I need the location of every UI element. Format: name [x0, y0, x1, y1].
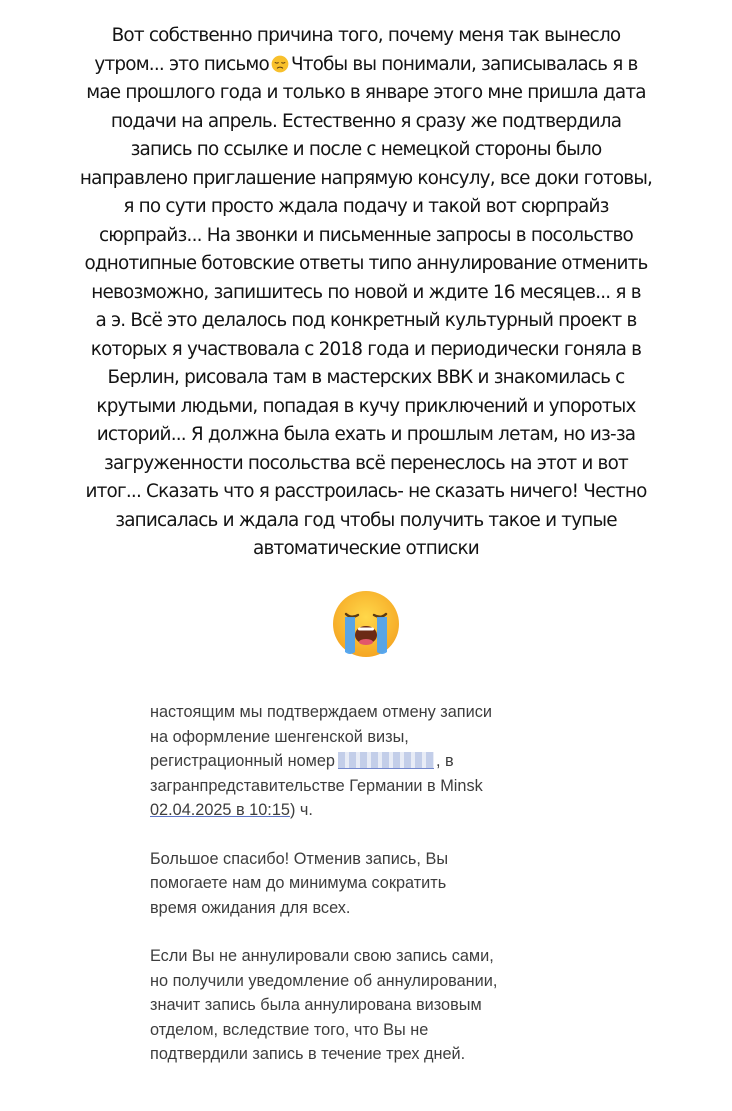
caption-line: историй... Я должна была ехать и прошлым летам, но из-за	[96, 424, 636, 445]
email-line: настоящим мы подтверждаем отмену записи	[150, 703, 492, 721]
story-caption	[20, 22, 712, 564]
caption-line-part: Чтобы вы понимали, записывалась я в	[290, 53, 638, 75]
caption-line: а э. Всё это делалось под конкретный культурный проект в	[95, 310, 637, 331]
caption-line: записалась и ждала год чтобы получить такое и тупые	[115, 509, 617, 531]
caption-line	[20, 51, 712, 80]
email-line: время ожидания для всех.	[150, 898, 351, 917]
caption-line-part: утром... это письмо	[94, 53, 269, 75]
email-paragraph-explanation	[150, 944, 590, 1067]
caption-line: загруженности посольства всё перенеслось на этот и вот	[104, 452, 628, 474]
email-line	[150, 798, 590, 823]
caption-line: я по сути просто ждала подачу и такой вот сюрпрайз	[123, 196, 609, 217]
email-line: на оформление шенгенской визы,	[150, 727, 409, 746]
email-line: загранпредставительстве Германии в Minsk	[150, 776, 483, 795]
email-line-part: , в	[435, 752, 454, 770]
email-line: помогаете нам до минимума сократить	[150, 874, 447, 892]
redacted-registration-number[interactable]	[338, 752, 434, 769]
caption-line: Берлин, рисовала там в мастерских ВВК и знакомилась с	[107, 367, 625, 388]
loudly-crying-face-icon	[331, 589, 401, 659]
caption-line: которых я участвовала с 2018 года и периодически гоняла в	[90, 338, 642, 360]
email-line-part: регистрационный номер	[150, 752, 335, 770]
email-line: значит запись была аннулирована визовым	[150, 996, 482, 1014]
email-line: Если Вы не аннулировали свою запись сами,	[150, 947, 494, 965]
caption-line: подачи на апрель. Естественно я сразу же подтвердила	[110, 110, 622, 132]
caption-line: сюрпрайз... На звонки и письменные запросы в посольство	[98, 224, 634, 246]
cancellation-email	[150, 700, 590, 1091]
email-paragraph-thanks	[150, 847, 590, 921]
appointment-datetime: 02.04.2025 в 10:15	[150, 801, 290, 819]
email-line: но получили уведомление об аннулировании,	[150, 971, 498, 990]
caption-line: однотипные ботовские ответы типо аннулирование отменить	[84, 253, 648, 274]
email-line: подтвердили запись в течение трех дней.	[150, 1045, 466, 1063]
email-line: Большое спасибо! Отменив запись, Вы	[150, 849, 449, 868]
caption-line: автоматические отписки	[253, 538, 479, 559]
email-line-part: ) ч.	[289, 801, 313, 819]
caption-line: итог... Сказать что я расстроилась- не сказать ничего! Честно	[85, 481, 647, 502]
caption-line: невозможно, запишитесь по новой и ждите 16 месяцев... я в	[91, 281, 641, 303]
caption-line: крутыми людьми, попадая в кучу приключений и упоротых	[96, 395, 636, 417]
caption-line: направлено приглашение напрямую консулу, все доки готовы,	[79, 167, 653, 189]
email-paragraph-confirmation	[150, 700, 590, 823]
disappointed-face-icon	[271, 55, 289, 73]
caption-line: запись по ссылке и после с немецкой стороны было	[130, 139, 602, 160]
caption-line: мае прошлого года и только в январе этого мне пришла дата	[86, 82, 646, 103]
email-line: отделом, вследствие того, что Вы не	[150, 1020, 429, 1039]
caption-line: Вот собственно причина того, почему меня так вынесло	[111, 25, 621, 46]
email-line	[150, 749, 590, 774]
